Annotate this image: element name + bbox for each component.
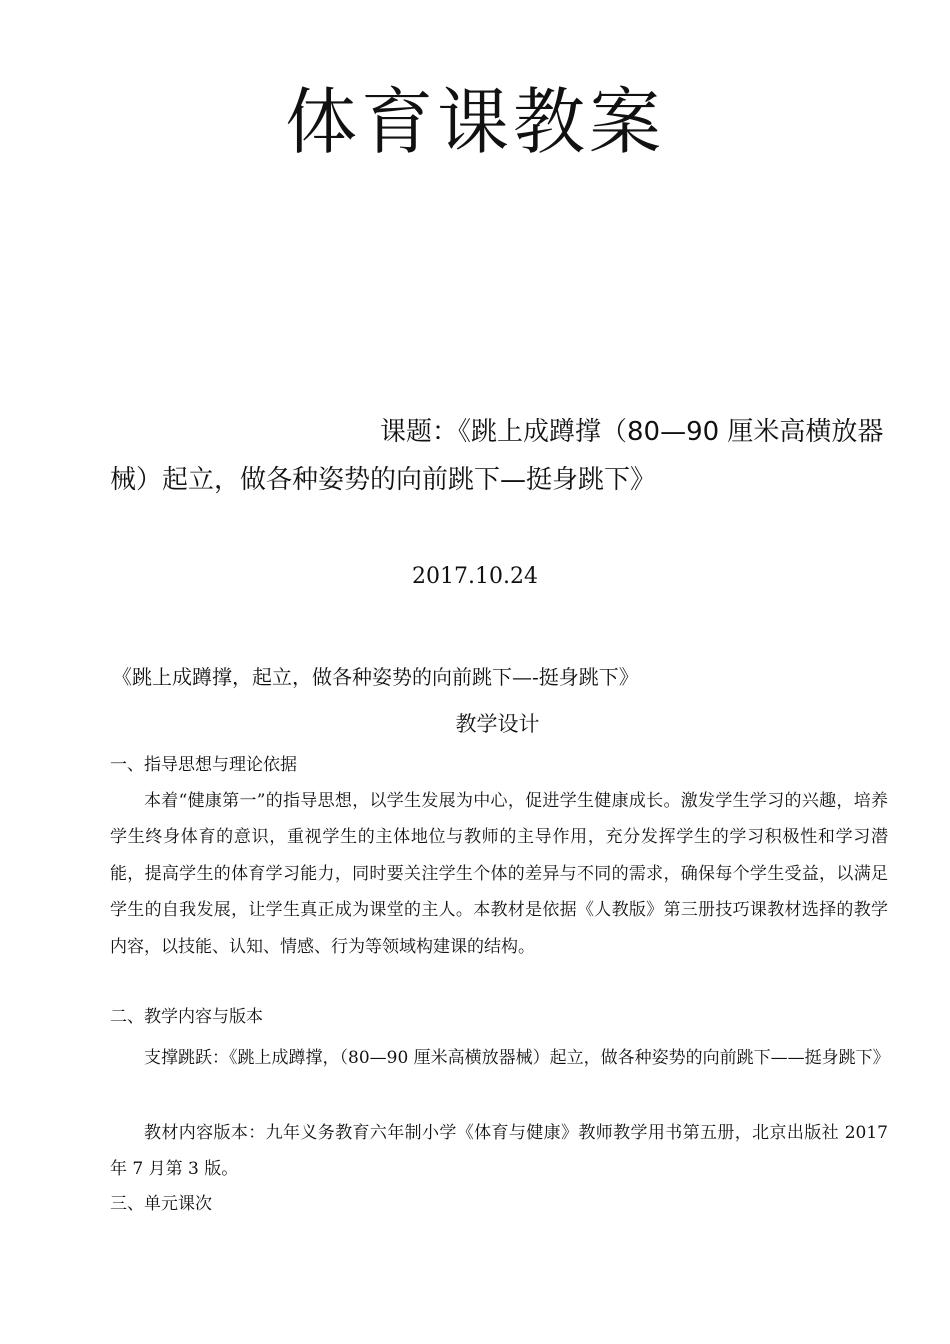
paragraph-content: 支撑跳跃：《跳上成蹲撑，（80—90 厘米高横放器械）起立，做各种姿势的向前跳下——挺身跳下》 <box>144 1048 890 1068</box>
lesson-heading: 《跳上成蹲撑，起立，做各种姿势的向前跳下—-挺身跳下》 <box>112 665 639 689</box>
document-date: 2017.10.24 <box>412 564 538 589</box>
paragraph-version: 教材内容版本：九年义务教育六年制小学《体育与健康》教师教学用书第五册，北京出版社 2017 年 7 月第 3 版。 <box>110 1123 888 1180</box>
section-heading-content-version: 二、教学内容与版本 <box>110 1007 263 1027</box>
design-heading: 教学设计 <box>455 712 540 736</box>
section-heading-unit-lessons: 三、单元课次 <box>110 1194 212 1214</box>
section-heading-guiding-principles: 一、指导思想与理论依据 <box>110 755 297 775</box>
document-title: 体育课教案 <box>284 80 665 164</box>
course-title-line-1: 课题：《跳上成蹲撑（80—90 厘米高横放器 <box>380 417 884 447</box>
paragraph-guiding-principles: 本着“健康第一”的指导思想，以学生发展为中心，促进学生健康成长。激发学生学习的兴趣，培养学生终身体育的意识，重视学生的主体地位与教师的主导作用，充分发挥学生的学习积极性和学习潜能，提高学生的体育学习能力，同时要关注学生个体的差异与不同的需求，确保每个学生受益，以满足学生的自我发展，让学生真正成为课堂的主人。本教材是依据《人教版》第三册技巧课教材选择的教学内容，以技能、认知、情感、行为等领域构建课的结构。 <box>110 791 888 957</box>
course-title-line-2: 械）起立，做各种姿势的向前跳下—挺身跳下》 <box>110 465 657 495</box>
